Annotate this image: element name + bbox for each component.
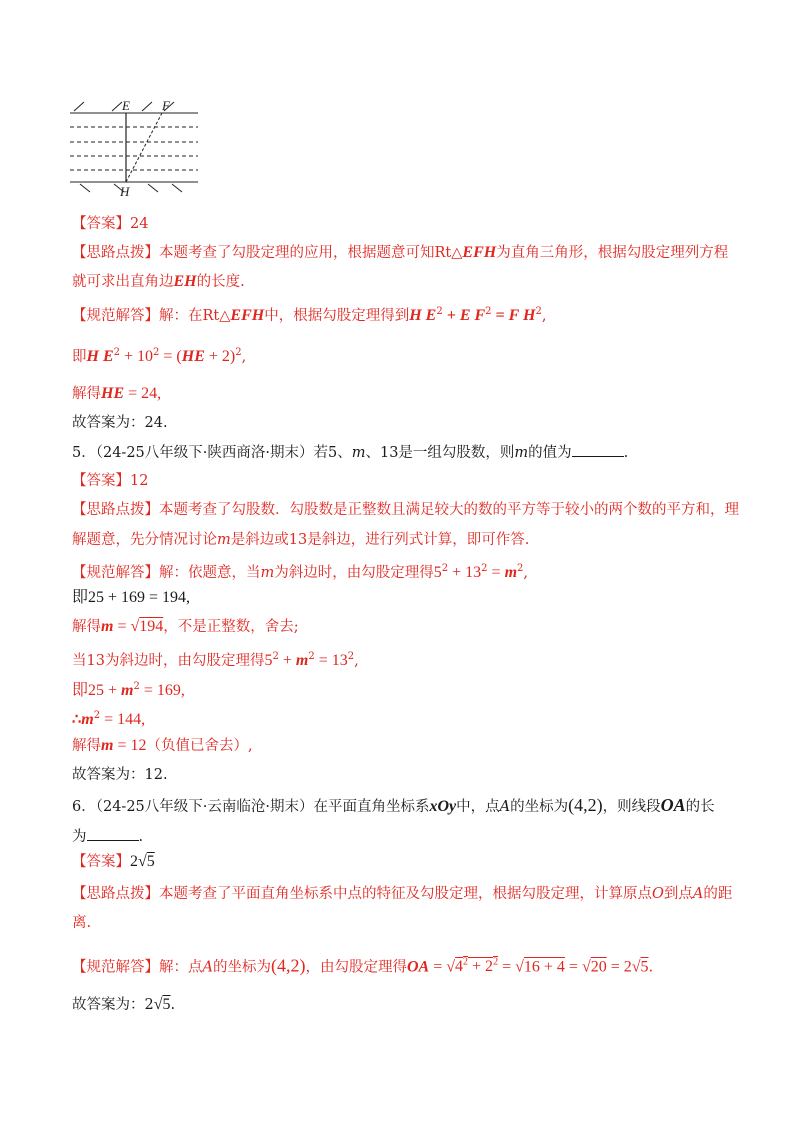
punct: . bbox=[623, 445, 629, 461]
punct: . bbox=[170, 997, 176, 1013]
math-text: 5 bbox=[264, 651, 273, 669]
radicand: 5 bbox=[640, 958, 649, 976]
river-figure bbox=[68, 96, 204, 200]
math-var: A bbox=[692, 886, 704, 902]
solution-text: 即 bbox=[72, 348, 87, 365]
q5-solution-line-1 bbox=[72, 559, 732, 583]
sqrt-symbol: √ bbox=[446, 958, 456, 976]
math-text: = bbox=[498, 958, 516, 976]
math-var: HE bbox=[101, 385, 125, 402]
math-text: = 2 bbox=[606, 958, 632, 976]
solution-text: 解得 bbox=[72, 738, 101, 754]
q6-hint-line-1 bbox=[72, 884, 732, 904]
hint-tag: 【思路点拨】 bbox=[72, 502, 159, 518]
math-var: m bbox=[101, 737, 114, 754]
answer-value: 12 bbox=[130, 473, 149, 489]
final-text: 故答案为：2 bbox=[72, 997, 154, 1013]
solution-tag: 【规范解答】 bbox=[72, 564, 159, 581]
stem-text: 5．（24-25八年级下·陕西商洛·期末）若5、 bbox=[72, 445, 352, 461]
hint-tag: 【思路点拨】 bbox=[72, 886, 159, 902]
exponent: 2 bbox=[235, 347, 242, 358]
exponent: 2 bbox=[272, 651, 279, 662]
hint-text: 到点 bbox=[663, 886, 693, 902]
answer-tag: 【答案】 bbox=[72, 473, 130, 489]
math-var: m bbox=[217, 532, 231, 548]
exponent: 2 bbox=[308, 651, 315, 662]
label-h: H bbox=[120, 184, 130, 199]
hint-text: 是斜边或13是斜边，进行列式计算，即可作答. bbox=[230, 532, 530, 548]
q5-hint-line-2 bbox=[72, 530, 732, 550]
q5-line-2: 即25 + 169 = 194, bbox=[72, 589, 191, 606]
triangle-symbol: △ bbox=[219, 307, 231, 324]
answer-blank bbox=[572, 442, 624, 457]
math-var: xOy bbox=[429, 798, 457, 815]
punct: , bbox=[354, 652, 359, 669]
solution-tag: 【规范解答】 bbox=[72, 959, 159, 976]
stem-text: 的坐标为 bbox=[510, 799, 569, 815]
figure-diagram bbox=[68, 96, 204, 200]
punct: , bbox=[541, 307, 547, 324]
math-var: m bbox=[514, 445, 529, 461]
q4-hint-line-2 bbox=[72, 272, 732, 292]
solution-text: ，由勾股定理得 bbox=[305, 959, 407, 976]
exponent: 2 bbox=[133, 681, 140, 692]
hint-text: 的距 bbox=[703, 886, 733, 902]
exponent: 2 bbox=[113, 347, 120, 358]
punct: . bbox=[138, 829, 144, 845]
q4-hint-line-1 bbox=[72, 243, 732, 263]
q5-line-3 bbox=[72, 617, 732, 637]
math-var: m bbox=[260, 564, 275, 581]
sqrt-symbol: √ bbox=[581, 958, 591, 976]
math-text: = ( bbox=[159, 347, 182, 365]
radicand: 20 bbox=[590, 958, 607, 976]
stem-text: 中，点 bbox=[456, 799, 500, 815]
stem-text: 6．（24-25八年级下·云南临沧·期末）在平面直角坐标系 bbox=[72, 799, 430, 815]
math-var: m bbox=[121, 681, 134, 699]
q4-answer bbox=[72, 214, 732, 234]
math-var: EH bbox=[173, 273, 197, 290]
radicand: 5 bbox=[146, 853, 155, 870]
solution-tag: 【规范解答】 bbox=[72, 307, 159, 324]
q4-final-answer: 故答案为：24. bbox=[72, 415, 168, 431]
math-var: m bbox=[504, 563, 518, 581]
math-var: EFH bbox=[462, 244, 497, 261]
sqrt-symbol: √ bbox=[130, 618, 140, 635]
punct: . bbox=[648, 959, 654, 976]
math-var: = F H bbox=[491, 306, 536, 324]
solution-text: 解得 bbox=[72, 619, 101, 635]
math-text: (4,2) bbox=[270, 955, 306, 976]
exponent: 2 bbox=[485, 306, 492, 317]
exponent: 2 bbox=[436, 306, 443, 317]
q4-solution-line-3 bbox=[72, 384, 732, 404]
q5-final-answer: 故答案为：12. bbox=[72, 767, 168, 783]
math-text: = 169, bbox=[139, 681, 185, 699]
answer-value: 2 bbox=[130, 853, 138, 870]
q5-line-4 bbox=[72, 647, 732, 671]
math-text: 即25 + bbox=[72, 681, 122, 699]
exponent: 2 bbox=[535, 306, 542, 317]
stem-text: 的长 bbox=[685, 799, 715, 815]
exponent: 2 bbox=[441, 563, 449, 574]
math-var: m bbox=[351, 445, 366, 461]
hint-text: 的长度. bbox=[196, 274, 245, 290]
solution-text: ，不是正整数，舍去; bbox=[163, 619, 299, 635]
solution-text: 解得 bbox=[72, 386, 101, 402]
math-var: m bbox=[295, 651, 309, 669]
solution-text: 解：点 bbox=[159, 959, 203, 976]
math-var: OA bbox=[406, 958, 430, 976]
math-var: H E bbox=[409, 306, 437, 324]
hint-text: 解题意，先分情况讨论 bbox=[72, 532, 217, 548]
q6-hint-line-2: 离. bbox=[72, 915, 92, 931]
math-var: A bbox=[202, 959, 213, 976]
answer-tag: 【答案】 bbox=[72, 854, 130, 870]
exponent: 2 bbox=[463, 957, 469, 968]
math-text: (4,2) bbox=[568, 795, 603, 815]
math-var: A bbox=[499, 799, 511, 815]
exponent: 2 bbox=[347, 651, 355, 662]
q5-stem bbox=[72, 442, 732, 463]
math-var: + E F bbox=[442, 306, 486, 324]
math-text: = bbox=[487, 563, 505, 581]
exponent: 2 bbox=[493, 957, 499, 968]
answer-blank bbox=[87, 826, 139, 841]
q5-line-7 bbox=[72, 736, 732, 756]
q5-line-6 bbox=[72, 706, 732, 730]
label-f: F bbox=[162, 98, 170, 113]
triangle-symbol: △ bbox=[451, 245, 463, 261]
q6-final-answer bbox=[72, 995, 732, 1015]
exponent: 2 bbox=[517, 563, 524, 574]
punct: , bbox=[241, 348, 247, 365]
math-var: m bbox=[101, 618, 114, 635]
math-var: HE bbox=[181, 347, 205, 365]
sqrt-symbol: √ bbox=[153, 996, 163, 1013]
exponent: 2 bbox=[481, 563, 488, 574]
solution-text: 当13为斜边时，由勾股定理得 bbox=[72, 652, 265, 669]
math-text: + 13 bbox=[448, 563, 482, 581]
q6-stem-line-1 bbox=[72, 795, 732, 817]
math-text: = 24, bbox=[124, 385, 162, 402]
solution-text: 解：在Rt bbox=[159, 307, 220, 324]
q5-hint-line-1 bbox=[72, 500, 739, 520]
answer-tag: 【答案】 bbox=[72, 216, 130, 232]
solution-text: （负值已舍去）, bbox=[146, 738, 253, 754]
q5-line-5 bbox=[72, 677, 732, 701]
sqrt-symbol: √ bbox=[138, 853, 147, 870]
radicand: 5 bbox=[162, 996, 171, 1013]
solution-text: 中，根据勾股定理得到 bbox=[264, 307, 410, 324]
q6-stem-line-2 bbox=[72, 826, 732, 847]
math-var: EFH bbox=[230, 306, 265, 324]
label-e: E bbox=[122, 98, 130, 113]
math-var: O bbox=[652, 886, 664, 902]
math-text: = bbox=[564, 958, 582, 976]
math-var: m bbox=[81, 710, 94, 728]
solution-text: 的坐标为 bbox=[212, 959, 271, 976]
stem-text: 、13是一组勾股数，则 bbox=[365, 445, 515, 461]
math-text: + 2 bbox=[468, 958, 494, 976]
stem-text: 为 bbox=[72, 829, 87, 845]
math-text: 5 bbox=[433, 563, 442, 581]
math-var: H E bbox=[86, 347, 114, 365]
stem-text: ，则线段 bbox=[602, 799, 661, 815]
solution-text: 为斜边时，由勾股定理得 bbox=[274, 564, 434, 581]
q4-solution-line-1 bbox=[72, 302, 732, 326]
q6-solution bbox=[72, 953, 732, 977]
stem-text: 的值为 bbox=[528, 445, 572, 461]
hint-text: 本题考查了平面直角坐标系中点的特征及勾股定理，根据勾股定理，计算原点 bbox=[159, 886, 652, 902]
hint-tag: 【思路点拨】 bbox=[72, 245, 159, 261]
math-text: = 12 bbox=[113, 737, 147, 754]
solution-text: 解：依题意，当 bbox=[159, 564, 261, 581]
punct: , bbox=[523, 564, 528, 581]
radicand: 16 + 4 bbox=[523, 958, 565, 976]
math-text: + 10 bbox=[120, 347, 154, 365]
math-text: + 2) bbox=[204, 347, 236, 365]
sqrt-symbol: √ bbox=[515, 958, 524, 976]
hint-text: 为直角三角形，根据勾股定理列方程 bbox=[496, 245, 729, 261]
segment-fh bbox=[126, 113, 162, 182]
q6-answer bbox=[72, 852, 732, 872]
math-text: 4 bbox=[455, 958, 464, 976]
q5-answer bbox=[72, 471, 732, 491]
math-text: = bbox=[429, 958, 447, 976]
math-text: = 144, bbox=[100, 710, 146, 728]
sqrt-symbol: √ bbox=[631, 958, 641, 976]
math-text: = bbox=[113, 618, 131, 635]
radicand: 194 bbox=[139, 618, 164, 635]
answer-value: 24 bbox=[130, 216, 149, 232]
hint-text: 就可求出直角边 bbox=[72, 274, 174, 290]
math-text: + bbox=[278, 651, 296, 669]
exponent: 2 bbox=[153, 347, 160, 358]
hint-text: 本题考查了勾股定理的应用，根据题意可知Rt bbox=[159, 245, 452, 261]
exponent: 2 bbox=[93, 710, 101, 721]
therefore-symbol: ∴ bbox=[72, 710, 82, 728]
math-var: OA bbox=[660, 795, 686, 815]
hint-text: 本题考查了勾股数．勾股数是正整数且满足较大的数的平方等于较小的两个数的平方和，理 bbox=[159, 502, 739, 518]
math-text: = 13 bbox=[314, 651, 348, 669]
q4-solution-line-2 bbox=[72, 343, 732, 367]
